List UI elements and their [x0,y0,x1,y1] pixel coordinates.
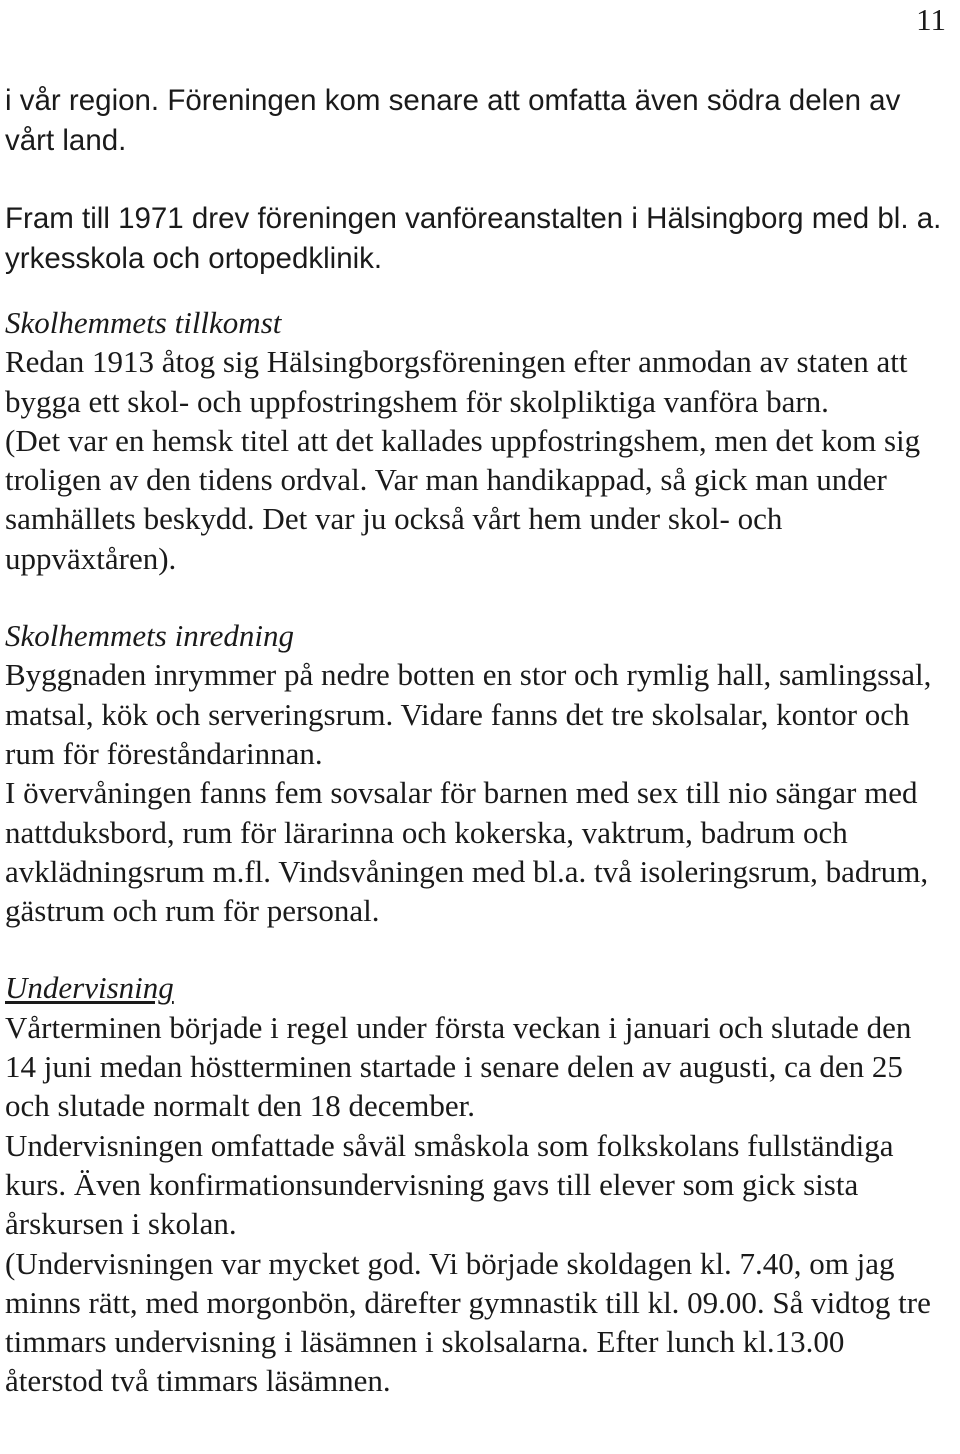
intro-paragraph-2: Fram till 1971 drev föreningen vanföreanstalten i Hälsingborg med bl. a. yrkesskola och ortopedklinik. [5,202,942,275]
section-title-undervisning: Undervisning [5,970,174,1006]
intro-paragraph-1: i vår region. Föreningen kom senare att omfatta även södra delen av vårt land. [5,84,901,157]
tillkomst-paragraph-1: Redan 1913 åtog sig Hälsingborgsföreningen efter anmodan av staten att bygga ett skol- och uppfostringshem för skolpliktiga vanföra barn. [5,344,908,419]
document-body [5,81,950,1401]
undervisning-paragraph-1: Vårterminen började i regel under första veckan i januari och slutade den 14 juni medan höstterminen startade i senare delen av augusti, ca den 25 och slutade normalt den 18 december. [5,1009,912,1124]
undervisning-paragraph-2: Undervisningen omfattade såväl småskola som folkskolans fullständiga kurs. Även konfirmationsundervisning gavs till elever som gick sista årskursen i skolan. [5,1127,894,1242]
section-skolhemmets-tillkomst [5,303,950,578]
page-number: 11 [916,2,946,37]
undervisning-paragraph-3: (Undervisningen var mycket god. Vi började skoldagen kl. 7.40, om jag minns rätt, med morgonbön, därefter gymnastik till kl. 09.00. Så vidtog tre timmars undervisning i läsämnen i skolsalarna. Efter lunch kl.13.00 återstod två timmars läsämnen. [5,1245,931,1399]
tillkomst-paragraph-2: (Det var en hemsk titel att det kallades uppfostringshem, men det kom sig troligen av den tidens ordval. Var man handikappad, så gick man under samhällets beskydd. Det var ju också vårt hem under skol- och uppväxtåren). [5,422,921,576]
section-title-inredning: Skolhemmets inredning [5,618,294,654]
inredning-paragraph-2: I övervåningen fanns fem sovsalar för barnen med sex till nio sängar med nattduksbord, rum för lärarinna och kokerska, vaktrum, badrum och avklädningsrum m.fl. Vindsvåningen med bl.a. två isoleringsrum, badrum, gästrum och rum för personal. [5,775,929,929]
inredning-paragraph-1: Byggnaden inrymmer på nedre botten en stor och rymlig hall, samlingssal, matsal, kök och serveringsrum. Vidare fanns det tre skolsalar, kontor och rum för föreståndarinnan. [5,657,932,771]
section-title-tillkomst: Skolhemmets tillkomst [5,305,282,340]
section-skolhemmets-inredning [5,616,950,930]
section-undervisning [5,968,950,1400]
